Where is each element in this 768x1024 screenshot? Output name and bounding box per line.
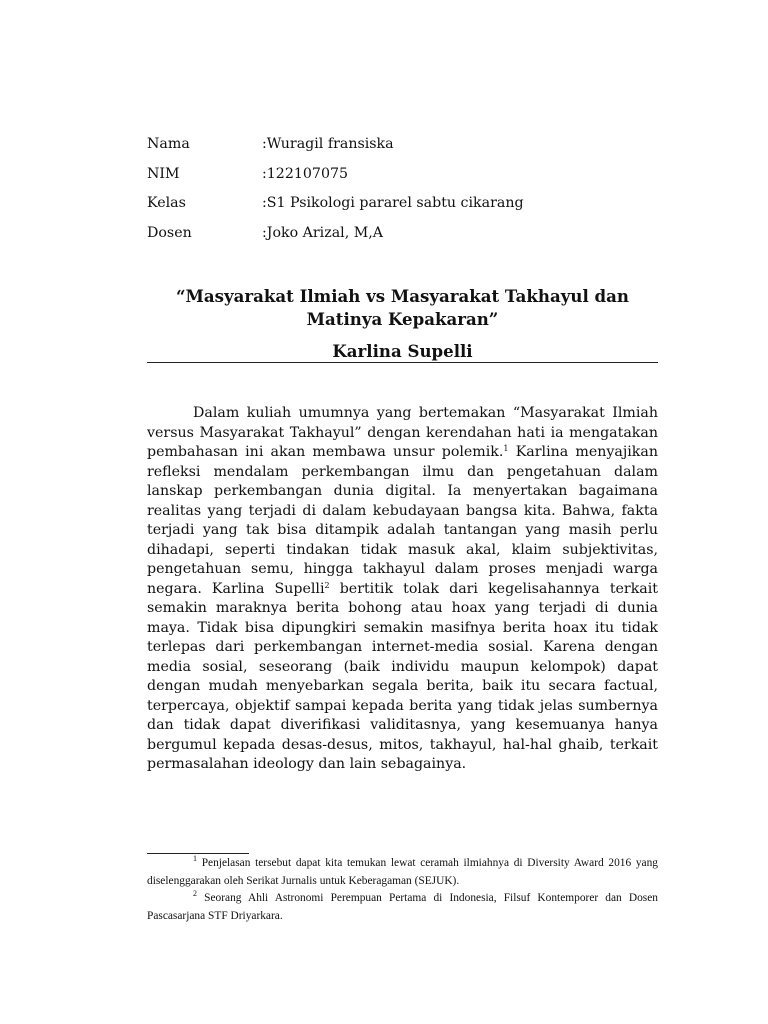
footnote-text: Penjelasan tersebut dapat kita temukan lewat ceramah ilmiahnya di Diversity Award 2016 yang diselenggarakan oleh Serikat Jurnalis untuk Keberagaman (SEJUK).	[147, 857, 658, 887]
title-line-2: Matinya Kepakaran”	[306, 309, 499, 329]
document-title	[147, 285, 658, 331]
body-text-part-1: Dalam kuliah umumnya yang bertemakan “Masyarakat Ilmiah versus Masyarakat Takhayul” dengan kerendahan hati ia mengatakan pembahasan ini akan membawa unsur polemik.	[147, 405, 658, 460]
body-text-part-3: bertitik tolak dari kegelisahannya terkait semakin maraknya berita bohong atau hoax yang terjadi di dunia maya. Tidak bisa dipungkiri semakin masifnya berita hoax itu tidak terlepas dari perkembangan internet-media sosial. Karena dengan media sosial, seseorang (baik individu maupun kelompok) dapat dengan mudah menyebarkan segala berita, baik itu secara factual, terpercaya, objektif sampai kepada berita yang tidak jelas sumbernya dan tidak dapat diverifikasi validitasnya, yang kesemuanya hanya bergumul kepada desas-desus, mitos, takhayul, hal-hal ghaib, terkait permasalahan ideology dan lain sebagainya.	[147, 580, 658, 772]
footnote-separator	[147, 853, 249, 854]
body-text-part-2: Karlina menyajikan refleksi mendalam perkembangan ilmu dan pengetahuan dalam lanskap perkembangan dunia digital. Ia menyertakan bagaimana realitas yang terjadi di dalam kebudayaan bangsa kita. Bahwa, fakta terjadi yang tak bisa ditampik adalah tantangan yang masih perlu dihadapi, seperti tindakan tidak masuk akal, klaim subjektivitas, pengetahuan semu, hingga takhayul dalam proses menjadi warga negara. Karlina Supelli	[147, 444, 659, 597]
body-paragraph	[147, 404, 658, 775]
info-row-dosen	[147, 223, 667, 253]
footnote-text: Seorang Ahli Astronomi Perempuan Pertama di Indonesia, Filsuf Kontemporer dan Dosen Pascasarjana STF Driyarkara.	[147, 892, 658, 922]
footnote-marker: 1	[193, 854, 197, 863]
info-label: Nama	[147, 136, 190, 152]
info-label: Dosen	[147, 224, 192, 241]
author-name: Karlina Supelli	[332, 341, 473, 361]
info-row-nama	[147, 134, 667, 164]
footnote-marker: 2	[193, 889, 197, 898]
student-info	[147, 134, 667, 252]
info-value: :Wuragil fransiska	[262, 136, 394, 152]
footnote-1	[147, 855, 658, 890]
info-label: NIM	[147, 165, 180, 182]
footnotes	[147, 855, 658, 925]
info-value: :S1 Psikologi pararel sabtu cikarang	[262, 195, 524, 211]
footnote-2	[147, 890, 658, 925]
info-row-kelas	[147, 193, 667, 223]
info-row-nim	[147, 164, 667, 194]
title-line-1: “Masyarakat Ilmiah vs Masyarakat Takhayul dan	[176, 286, 629, 306]
footnote-ref-1: 1	[503, 444, 509, 453]
info-label: Kelas	[147, 195, 186, 211]
title-divider	[147, 362, 658, 363]
footnote-ref-2: 2	[324, 580, 330, 590]
info-value: :122107075	[262, 165, 349, 182]
info-value: :Joko Arizal, M,A	[262, 224, 383, 241]
